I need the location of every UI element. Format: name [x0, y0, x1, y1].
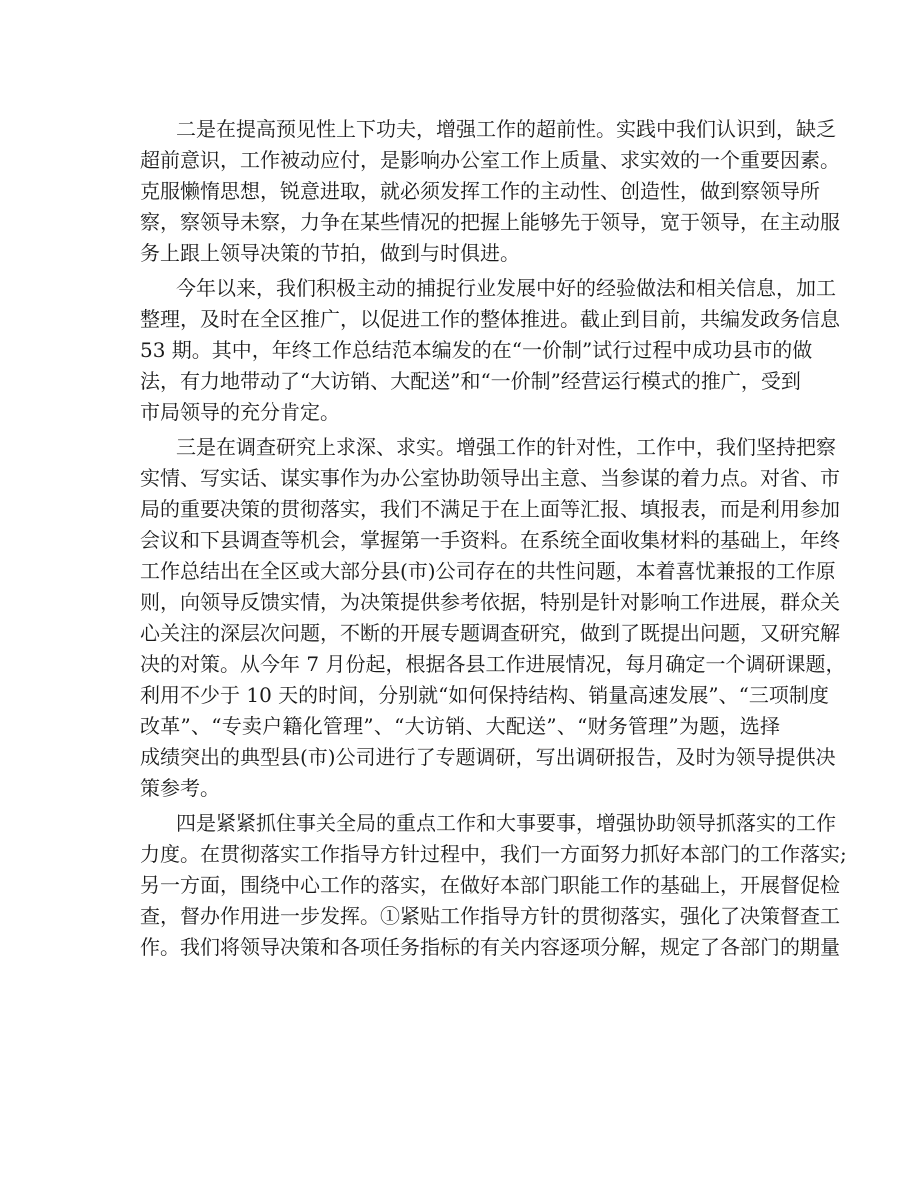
text-line: 改革”、“专卖户籍化管理”、“大访销、大配送”、“财务管理”为题，选择: [140, 714, 780, 738]
text-line: 四是紧紧抓住事关全局的重点工作和大事要事，增强协助领导抓落实的工作: [176, 811, 836, 835]
text-line: 察，察领导未察，力争在某些情况的把握上能够先于领导，宽于领导，在主动服: [140, 210, 840, 234]
text-line: 利用不少于 10 天的时间，分别就“如何保持结构、销量高速发展”、“三项制度: [140, 683, 829, 707]
text-line: 超前意识，工作被动应付，是影响办公室工作上质量、求实效的一个重要因素。: [140, 148, 840, 172]
paragraph-research: [140, 432, 846, 804]
text-line: 心关注的深层次问题，不断的开展专题调查研究，做到了既提出问题，又研究解: [140, 621, 840, 645]
text-line: 三是在调查研究上求深、求实。增强工作的针对性，工作中，我们坚持把察: [176, 435, 836, 459]
paragraph-implementation: [140, 808, 847, 963]
paragraph-information: [140, 273, 840, 428]
text-line: 市局领导的充分肯定。: [140, 400, 340, 424]
text-line: 今年以来，我们积极主动的捕捉行业发展中好的经验做法和相关信息，加工: [176, 276, 836, 300]
text-line: 会议和下县调查等机会，掌握第一手资料。在系统全面收集材料的基础上，年终: [140, 528, 840, 552]
paragraph-foresight: [140, 114, 840, 269]
text-line: 作。我们将领导决策和各项任务指标的有关内容逐项分解，规定了各部门的期量: [140, 935, 840, 959]
text-line: 策参考。: [140, 776, 220, 800]
document-body: [140, 114, 847, 963]
text-line: 另一方面，围绕中心工作的落实，在做好本部门职能工作的基础上，开展督促检: [140, 873, 840, 897]
text-line: 实情、写实话、谋实事作为办公室协助领导出主意、当参谋的着力点。对省、市: [140, 466, 840, 490]
text-line: 克服懒惰思想，锐意进取，就必须发挥工作的主动性、创造性，做到察领导所: [140, 179, 820, 203]
text-line: 务上跟上领导决策的节拍，做到与时俱进。: [140, 241, 520, 265]
text-line: 查，督办作用进一步发挥。①紧贴工作指导方针的贯彻落实，强化了决策督查工: [140, 904, 840, 928]
text-line: 整理，及时在全区推广，以促进工作的整体推进。截止到目前，共编发政务信息: [140, 307, 840, 331]
text-line: 决的对策。从今年 7 月份起，根据各县工作进展情况，每月确定一个调研课题，: [140, 652, 846, 676]
text-line: 成绩突出的典型县(市)公司进行了专题调研，写出调研报告，及时为领导提供决: [140, 745, 836, 769]
text-line: 法，有力地带动了“大访销、大配送”和“一价制”经营运行模式的推广，受到: [140, 369, 801, 393]
text-line: 力度。在贯彻落实工作指导方针过程中，我们一方面努力抓好本部门的工作落实;: [140, 842, 847, 866]
text-line: 工作总结出在全区或大部分县(市)公司存在的共性问题，本着喜忧兼报的工作原: [140, 559, 836, 583]
text-line: 局的重要决策的贯彻落实，我们不满足于在上面等汇报、填报表，而是利用参加: [140, 497, 840, 521]
text-line: 则，向领导反馈实情，为决策提供参考依据，特别是针对影响工作进展，群众关: [140, 590, 840, 614]
text-line: 53 期。其中，年终工作总结范本编发的在“一价制”试行过程中成功县市的做: [140, 338, 813, 362]
text-line: 二是在提高预见性上下功夫，增强工作的超前性。实践中我们认识到，缺乏: [176, 117, 836, 141]
